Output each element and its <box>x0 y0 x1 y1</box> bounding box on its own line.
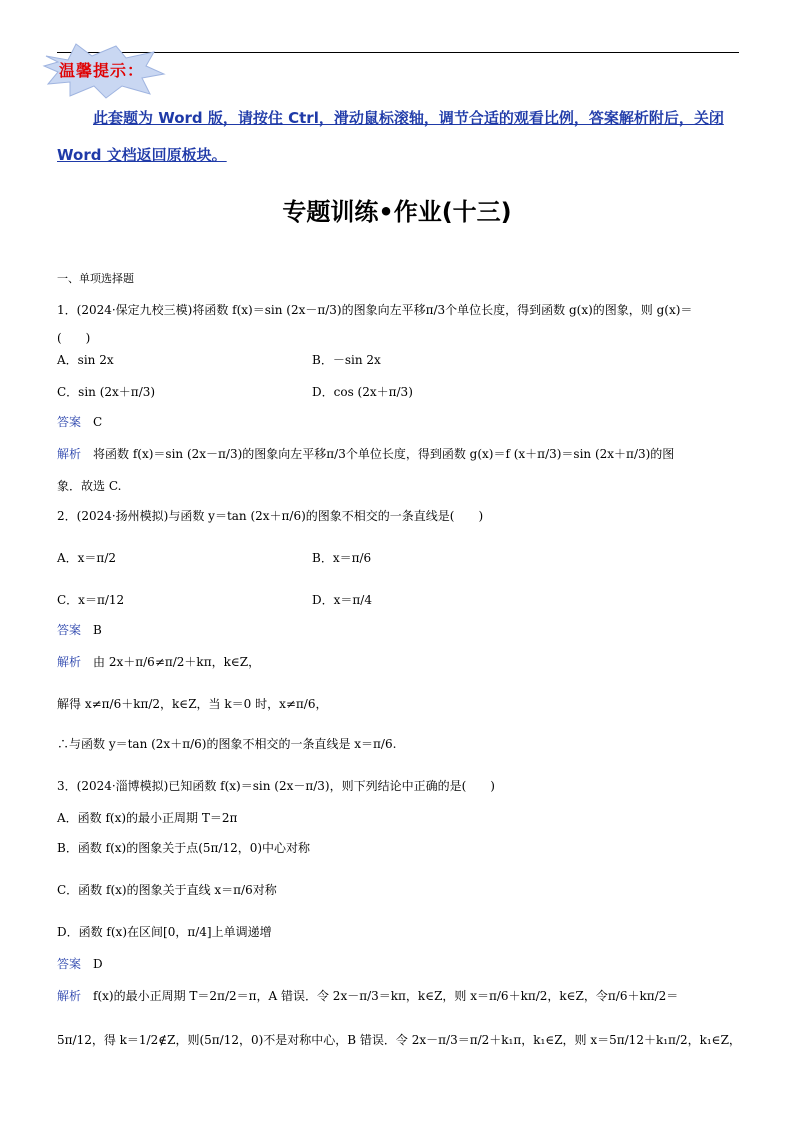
q1-stem: 1．(2024·保定九校三模)将函数 f(x)＝sin (2x－π/3)的图象向左平移π/3个单位长度，得到函数 g(x)的图象，则 g(x)＝ <box>57 303 693 317</box>
q1-option-d: D．cos (2x＋π/3) <box>312 385 413 399</box>
analysis-text: 将函数 f(x)＝sin (2x－π/3)的图象向左平移π/3个单位长度，得到函数 g(x)＝f (x＋π/3)＝sin (2x＋π/3)的图 <box>93 447 675 461</box>
q2-option-a: A．x＝π/2 <box>57 551 116 565</box>
section-heading: 一、单项选择题 <box>57 272 134 285</box>
tip-body: 此套题为 Word 版，请按住 Ctrl，滑动鼠标滚轴，调节合适的观看比例，答案解析附后，关闭 Word 文档返回原板块。 <box>57 109 724 164</box>
tip-label: 温馨提示： <box>59 61 145 80</box>
answer-value: B <box>93 623 102 637</box>
q2-option-b: B．x＝π/6 <box>312 551 372 565</box>
answer-value: C <box>93 415 103 429</box>
page-title: 专题训练•作业(十三) <box>282 198 512 226</box>
q1-analysis-cont: 象．故选 C. <box>57 479 122 493</box>
analysis-label: 解析 <box>57 989 82 1003</box>
q1-option-c: C．sin (2x＋π/3) <box>57 385 156 399</box>
analysis-label: 解析 <box>57 447 82 461</box>
q2-analysis <box>57 654 260 670</box>
q2-option-c: C．x＝π/12 <box>57 593 125 607</box>
q3-stem: 3．(2024·淄博模拟)已知函数 f(x)＝sin (2x－π/3)，则下列结论中正确的是( ) <box>57 779 495 793</box>
answer-value: D <box>93 957 103 971</box>
q1-option-b: B．－sin 2x <box>312 353 381 367</box>
analysis-text: f(x)的最小正周期 T＝2π/2＝π，A 错误．令 2x－π/3＝kπ，k∈Z，则 x＝π/6＋kπ/2，k∈Z，令π/6＋kπ/2＝ <box>93 989 679 1003</box>
answer-label: 答案 <box>57 623 82 637</box>
q3-answer <box>57 956 103 972</box>
q2-analysis-line2: 解得 x≠π/6＋kπ/2，k∈Z，当 k＝0 时，x≠π/6， <box>57 697 328 711</box>
q3-option-c: C．函数 f(x)的图象关于直线 x＝π/6对称 <box>57 883 277 897</box>
q1-analysis <box>57 446 674 462</box>
q1-blank: ( ) <box>57 331 91 345</box>
q2-option-d: D．x＝π/4 <box>312 593 372 607</box>
answer-label: 答案 <box>57 957 82 971</box>
q2-analysis-line3: ∴与函数 y＝tan (2x＋π/6)的图象不相交的一条直线是 x＝π/6. <box>57 737 397 751</box>
answer-label: 答案 <box>57 415 82 429</box>
q3-analysis <box>57 988 678 1004</box>
analysis-label: 解析 <box>57 655 82 669</box>
q3-analysis-line2: 5π/12，得 k＝1/2∉Z，则(5π/12，0)不是对称中心，B 错误．令 2x－π/3＝π/2＋k₁π，k₁∈Z，则 x＝5π/12＋k₁π/2，k₁∈Z， <box>57 1033 741 1047</box>
q3-option-a: A．函数 f(x)的最小正周期 T＝2π <box>57 811 238 825</box>
q3-option-d: D．函数 f(x)在区间[0，π/4]上单调递增 <box>57 925 272 939</box>
q1-option-a: A．sin 2x <box>57 353 114 367</box>
q2-answer <box>57 622 102 638</box>
q1-answer <box>57 414 102 430</box>
analysis-text: 由 2x＋π/6≠π/2＋kπ，k∈Z， <box>93 655 261 669</box>
q2-stem: 2．(2024·扬州模拟)与函数 y＝tan (2x＋π/6)的图象不相交的一条直线是( ) <box>57 509 484 523</box>
q3-option-b: B．函数 f(x)的图象关于点(5π/12，0)中心对称 <box>57 841 311 855</box>
